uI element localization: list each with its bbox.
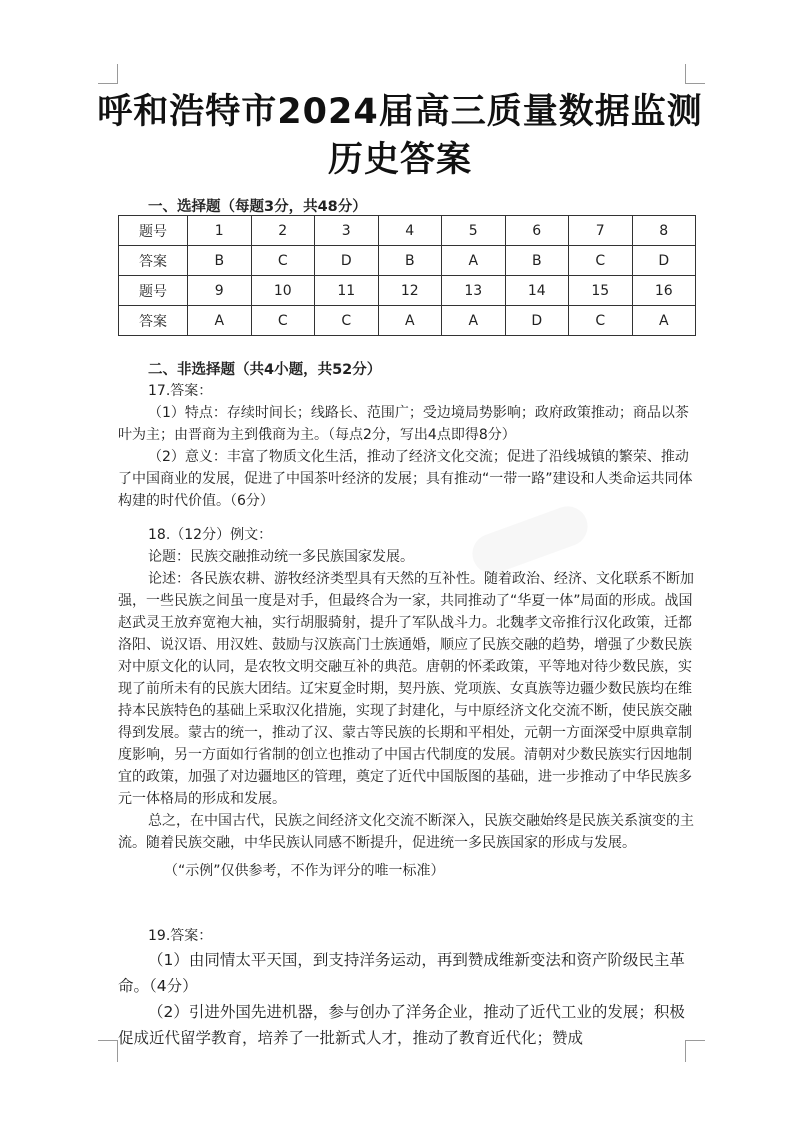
crop-mark-bottom-left-h	[98, 1040, 118, 1041]
q19-block	[118, 925, 698, 1051]
table-cell: C	[251, 306, 315, 336]
table-cell: 7	[569, 216, 633, 246]
q19-part2: （2）引进外国先进机器，参与创办了洋务企业，推动了近代工业的发展；积极促成近代留学教育，培养了一批新式人才，推动了教育近代化；赞成	[118, 1003, 685, 1047]
q17-label: 17.答案：	[148, 383, 213, 399]
q18-label: 18.（12分）例文：	[148, 527, 273, 543]
table-cell: 15	[569, 276, 633, 306]
table-cell: 16	[632, 276, 696, 306]
row-label: 答案	[119, 306, 188, 336]
table-row	[119, 306, 696, 336]
q18-note: （“示例”仅供参考，不作为评分的唯一标准）	[164, 863, 445, 879]
table-cell: A	[188, 306, 252, 336]
q19-part1: （1）由同情太平天国，到支持洋务运动，再到赞成维新变法和资产阶级民主革命。（4分）	[118, 951, 685, 995]
table-cell: 1	[188, 216, 252, 246]
q18-block	[118, 524, 698, 882]
table-cell: 9	[188, 276, 252, 306]
table-cell: A	[378, 306, 442, 336]
q18-thesis: 论题：民族交融推动统一多民族国家发展。	[148, 549, 414, 565]
table-cell: C	[569, 306, 633, 336]
document-title: 呼和浩特市2024届高三质量数据监测	[97, 92, 703, 132]
table-cell: B	[505, 246, 569, 276]
q17-block	[118, 380, 698, 512]
table-cell: A	[632, 306, 696, 336]
table-row	[119, 216, 696, 246]
table-cell: 14	[505, 276, 569, 306]
crop-mark-top-left-v	[117, 64, 118, 84]
answer-table	[118, 215, 696, 336]
table-cell: 3	[315, 216, 379, 246]
q17-part2: （2）意义：丰富了物质文化生活，推动了经济文化交流；促进了沿线城镇的繁荣、推动了中国商业的发展，促进了中国茶叶经济的发展；具有推动“一带一路”建设和人类命运共同体构建的时代价值。（6分）	[118, 449, 693, 509]
table-row	[119, 276, 696, 306]
document-subtitle: 历史答案	[327, 140, 472, 180]
q19-label: 19.答案：	[148, 928, 213, 944]
table-cell: D	[505, 306, 569, 336]
table-cell: C	[251, 246, 315, 276]
section2-heading: 二、非选择题（共4小题，共52分）	[148, 362, 382, 378]
table-cell: 6	[505, 216, 569, 246]
q17-part1: （1）特点：存续时间长；线路长、范围广；受边境局势影响；政府政策推动；商品以茶叶为主；由晋商为主到俄商为主。（每点2分，写出4点即得8分）	[118, 405, 689, 443]
table-cell: 2	[251, 216, 315, 246]
table-cell: 10	[251, 276, 315, 306]
table-row	[119, 246, 696, 276]
table-cell: 4	[378, 216, 442, 246]
table-cell: B	[188, 246, 252, 276]
table-cell: 13	[442, 276, 506, 306]
q18-argument: 论述：各民族农耕、游牧经济类型具有天然的互补性。随着政治、经济、文化联系不断加强，一些民族之间虽一度是对手，但最终合为一家，共同推动了“华夏一体”局面的形成。战国赵武灵王放弃宽袍大袖，实行胡服骑射，提升了军队战斗力。北魏孝文帝推行汉化政策，迁都洛阳、说汉语、用汉姓、鼓励与汉族高门士族通婚，顺应了民族交融的趋势，增强了少数民族对中原文化的认同，是农牧文明交融互补的典范。唐朝的怀柔政策，平等地对待少数民族，实现了前所未有的民族大团结。辽宋夏金时期，契丹族、党项族、女真族等边疆少数民族均在维持本民族特色的基础上采取汉化措施，实现了封建化，与中原经济文化交流不断，使民族交融得到发展。蒙古的统一，推动了汉、蒙古等民族的长期和平相处，元朝一方面深受中原典章制度影响，另一方面如行省制的创立也推动了中国古代制度的发展。清朝对少数民族实行因地制宜的政策，加强了对边疆地区的管理，奠定了近代中国版图的基础，进一步推动了中华民族多元一体格局的形成和发展。	[118, 571, 694, 807]
q18-summary: 总之，在中国古代，民族之间经济文化交流不断深入，民族交融始终是民族关系演变的主流。随着民族交融，中华民族认同感不断提升，促进统一多民族国家的形成与发展。	[118, 813, 694, 851]
table-cell: C	[569, 246, 633, 276]
crop-mark-top-right-v	[685, 64, 686, 84]
table-cell: D	[632, 246, 696, 276]
table-cell: A	[442, 306, 506, 336]
table-cell: C	[315, 306, 379, 336]
table-cell: A	[442, 246, 506, 276]
table-cell: 5	[442, 216, 506, 246]
table-cell: 8	[632, 216, 696, 246]
section1-heading: 一、选择题（每题3分，共48分）	[148, 199, 367, 215]
table-cell: B	[378, 246, 442, 276]
row-label: 题号	[119, 276, 188, 306]
table-cell: 12	[378, 276, 442, 306]
row-label: 题号	[119, 216, 188, 246]
row-label: 答案	[119, 246, 188, 276]
table-cell: D	[315, 246, 379, 276]
table-cell: 11	[315, 276, 379, 306]
